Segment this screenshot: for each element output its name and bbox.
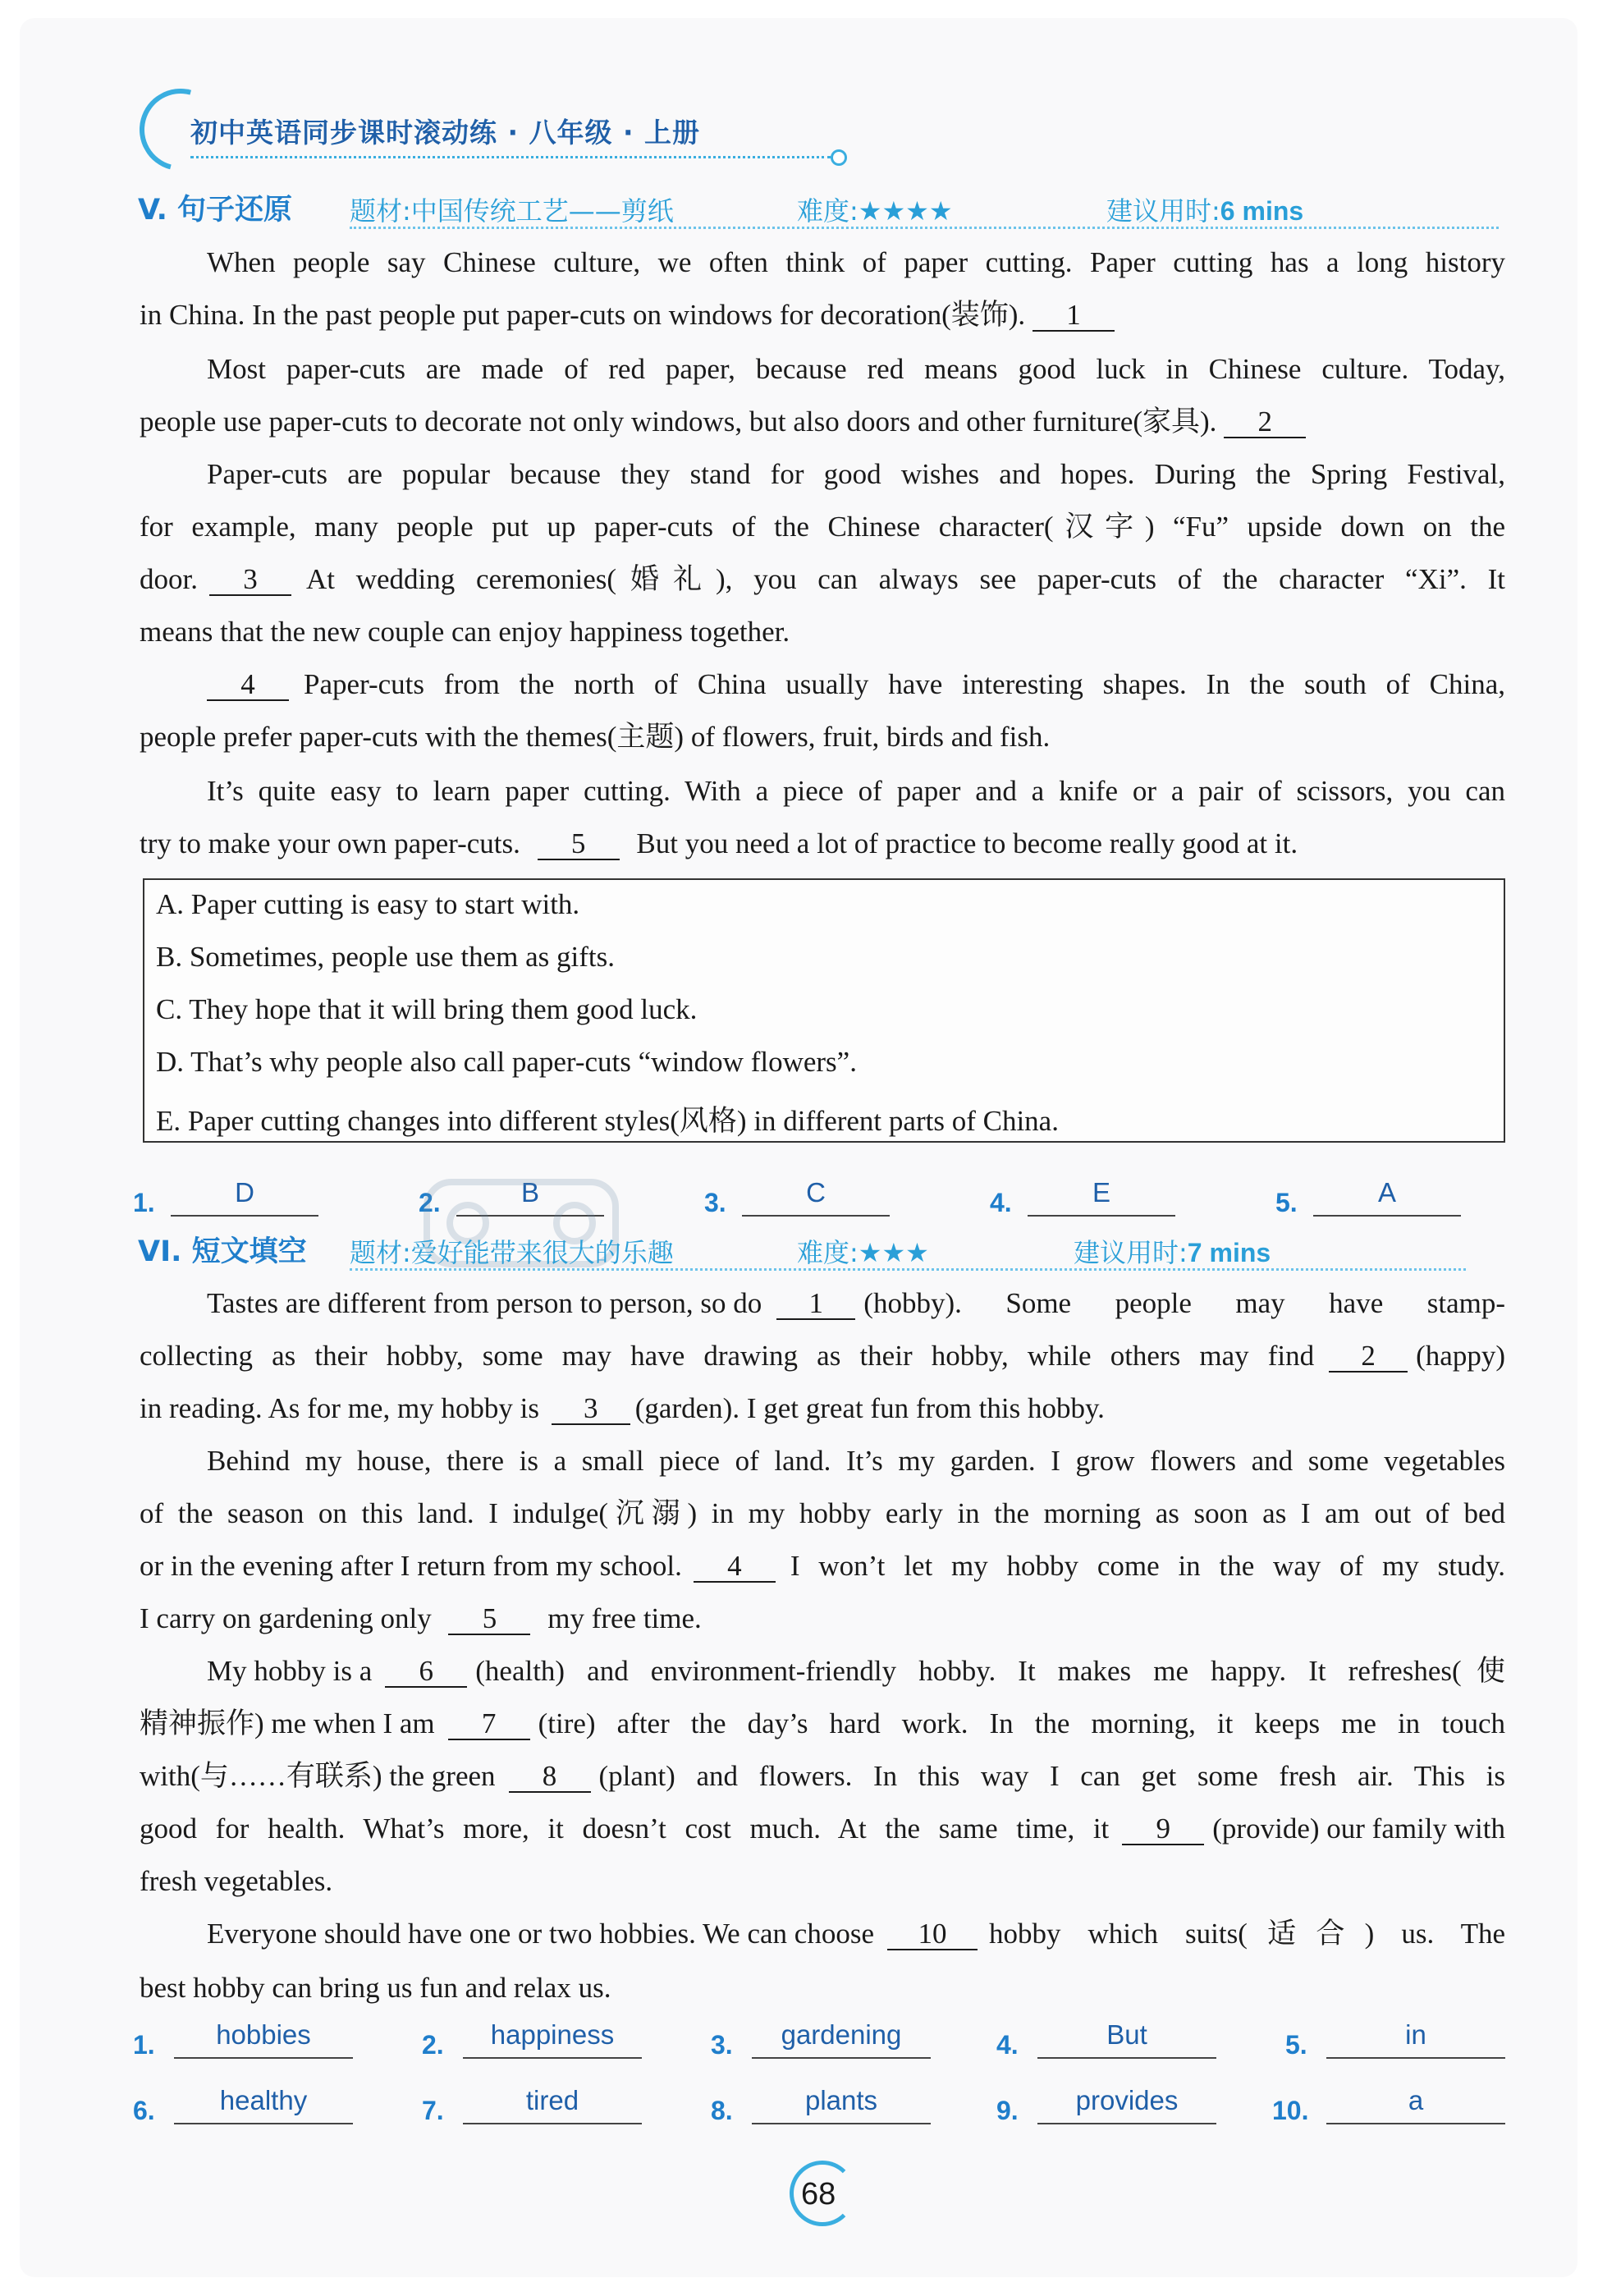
passage-line: of the season on this land. I indulge(沉溺) in my hobby early in the morning as soon as I am out of bed xyxy=(140,1497,1505,1529)
passage-line: best hobby can bring us fun and relax us. xyxy=(140,1972,611,2004)
passage-line: people use paper-cuts to decorate not only windows, but also doors and other furniture(家具). 2 xyxy=(140,404,1306,440)
blank[interactable]: 10 xyxy=(887,1919,978,1950)
blank[interactable]: 8 xyxy=(509,1762,591,1793)
section-5-time: 建议用时:6 mins xyxy=(1106,195,1304,227)
passage-line: Paper-cuts are popular because they stand for good wishes and hopes. During the Spring Festival, xyxy=(207,458,1505,490)
page-number-text: 68 xyxy=(801,2177,836,2211)
answer-item: 2. happiness xyxy=(422,2019,652,2060)
answer-item: 6. healthy xyxy=(133,2085,363,2126)
answer-item: 4. E xyxy=(990,1177,1187,1218)
passage-line: When people say Chinese culture, we often think of paper cutting. Paper cutting has a long history xyxy=(207,246,1505,278)
blank[interactable]: 7 xyxy=(448,1709,530,1740)
passage-line: I carry on gardening only 5 my free time. xyxy=(140,1602,702,1634)
passage-line: Most paper-cuts are made of red paper, because red means good luck in Chinese culture. Today, xyxy=(207,353,1505,385)
answer-value[interactable]: in xyxy=(1405,2019,1426,2050)
section-5-heading xyxy=(138,187,1369,228)
answer-item: 4. But xyxy=(996,2019,1226,2060)
section-6-heading xyxy=(138,1229,1369,1270)
answer-value[interactable]: happiness xyxy=(490,2019,615,2050)
section-5-topic: 题材:中国传统工艺——剪纸 xyxy=(350,195,674,227)
options-box xyxy=(143,878,1505,1143)
blank[interactable]: 4 xyxy=(694,1551,776,1583)
section-6-number: VI. 短文填空 xyxy=(138,1235,307,1268)
book-title: 初中英语同步课时滚动练 · 八年级 · 上册 xyxy=(190,117,701,149)
passage-line: 4 Paper-cuts from the north of China usually have interesting shapes. In the south of China, xyxy=(207,667,1505,703)
blank[interactable]: 5 xyxy=(538,829,620,860)
section-6-difficulty: 难度:★★★ xyxy=(797,1237,929,1268)
passage-line: for example, many people put up paper-cuts of the Chinese character(汉字) “Fu” upside down on the xyxy=(140,511,1505,543)
answer-value[interactable]: C xyxy=(806,1177,826,1208)
option-c: C. They hope that it will bring them good luck. xyxy=(156,993,698,1025)
answer-value[interactable]: A xyxy=(1377,1177,1396,1208)
section-5-underline xyxy=(350,227,1499,229)
answer-value[interactable]: provides xyxy=(1075,2085,1179,2115)
passage-line: collecting as their hobby, some may have drawing as their hobby, while others may find 2 (happy) xyxy=(140,1340,1505,1372)
option-d: D. That’s why people also call paper-cuts “window flowers”. xyxy=(156,1046,857,1078)
passage-line: My hobby is a 6 (health) and environment-friendly hobby. It makes me happy. It refreshes(使 xyxy=(207,1655,1505,1687)
passage-line: Behind my house, there is a small piece of land. It’s my garden. I grow flowers and some vegetables xyxy=(207,1445,1505,1477)
answer-value[interactable]: D xyxy=(235,1177,254,1208)
header-dotted-line xyxy=(190,156,831,158)
passage-line: or in the evening after I return from my school. 4 I won’t let my hobby come in the way of my study. xyxy=(140,1550,1505,1582)
passage-line: in reading. As for me, my hobby is 3 (garden). I get great fun from this hobby. xyxy=(140,1392,1105,1424)
passage-line: people prefer paper-cuts with the themes(主题) of flowers, fruit, birds and fish. xyxy=(140,721,1051,753)
blank[interactable]: 5 xyxy=(448,1604,530,1635)
answer-item: 1. hobbies xyxy=(133,2019,363,2060)
answer-value[interactable]: healthy xyxy=(219,2085,308,2115)
option-a: A. Paper cutting is easy to start with. xyxy=(156,888,580,920)
passage-line: good for health. What’s more, it doesn’t cost much. At the same time, it 9 (provide) our family with xyxy=(140,1813,1505,1845)
blank[interactable]: 6 xyxy=(385,1657,467,1688)
blank[interactable]: 2 xyxy=(1329,1341,1408,1373)
passage-line: fresh vegetables. xyxy=(140,1865,333,1897)
answer-item: 9. provides xyxy=(996,2085,1226,2126)
answer-item: 8. plants xyxy=(711,2085,941,2126)
option-e: E. Paper cutting changes into different styles(风格) in different parts of China. xyxy=(156,1105,1059,1137)
answer-value[interactable]: gardening xyxy=(781,2019,902,2050)
passage-line: means that the new couple can enjoy happiness together. xyxy=(140,616,790,648)
section-6-topic: 题材:爱好能带来很大的乐趣 xyxy=(350,1237,674,1268)
option-b: B. Sometimes, people use them as gifts. xyxy=(156,941,615,973)
section-6-time: 建议用时:7 mins xyxy=(1074,1237,1271,1268)
answer-value[interactable]: hobbies xyxy=(216,2019,311,2050)
passage-line: door. 3 At wedding ceremonies(婚礼), you can always see paper-cuts of the character “Xi”. It xyxy=(140,563,1505,595)
passage-line: Tastes are different from person to person, so do 1 (hobby). Some people may have stamp- xyxy=(207,1287,1505,1319)
passage-line: try to make your own paper-cuts. 5 But you need a lot of practice to become really good at it. xyxy=(140,827,1298,859)
passage-line: Everyone should have one or two hobbies. We can choose 10 hobby which suits(适合) us. The xyxy=(207,1918,1505,1950)
answer-item: 5. A xyxy=(1275,1177,1472,1218)
answer-value[interactable]: plants xyxy=(804,2085,878,2115)
passage-line: with(与……有联系) the green 8 (plant) and flowers. In this way I can get some fresh air. This is xyxy=(140,1760,1505,1792)
book-header xyxy=(140,89,878,163)
answer-value[interactable]: tired xyxy=(525,2085,579,2115)
answer-item: 10. a xyxy=(1272,2085,1515,2126)
answer-item: 1. D xyxy=(133,1177,330,1218)
section-5-difficulty: 难度:★★★★ xyxy=(797,195,953,227)
blank[interactable]: 3 xyxy=(209,565,291,596)
blank[interactable]: 4 xyxy=(207,670,289,701)
answer-item: 5. in xyxy=(1285,2019,1515,2060)
blank[interactable]: 9 xyxy=(1122,1814,1204,1845)
header-dot-decoration xyxy=(831,149,847,166)
answer-value[interactable]: But xyxy=(1106,2019,1147,2050)
answer-item: 7. tired xyxy=(422,2085,652,2126)
answer-value[interactable]: B xyxy=(520,1177,539,1208)
answer-value[interactable]: E xyxy=(1092,1177,1110,1208)
answer-value[interactable]: a xyxy=(1408,2085,1424,2115)
passage-line: in China. In the past people put paper-cuts on windows for decoration(装饰). 1 xyxy=(140,297,1115,333)
blank[interactable]: 1 xyxy=(1033,300,1115,332)
passage-line: 精神振作) me when I am 7 (tire) after the day’s hard work. In the morning, it keeps me in touch xyxy=(140,1707,1505,1739)
passage-line: It’s quite easy to learn paper cutting. With a piece of paper and a knife or a pair of scissors, you can xyxy=(207,775,1505,807)
answer-item: 3. gardening xyxy=(711,2019,941,2060)
blank[interactable]: 1 xyxy=(776,1289,855,1320)
blank[interactable]: 3 xyxy=(552,1394,630,1425)
answer-item: 2. B xyxy=(419,1177,616,1218)
section-5-number: V. 句子还原 xyxy=(138,194,293,227)
page-number xyxy=(790,2161,863,2234)
section-6-underline xyxy=(350,1268,1466,1271)
blank[interactable]: 2 xyxy=(1224,407,1306,438)
answer-item: 3. C xyxy=(704,1177,901,1218)
